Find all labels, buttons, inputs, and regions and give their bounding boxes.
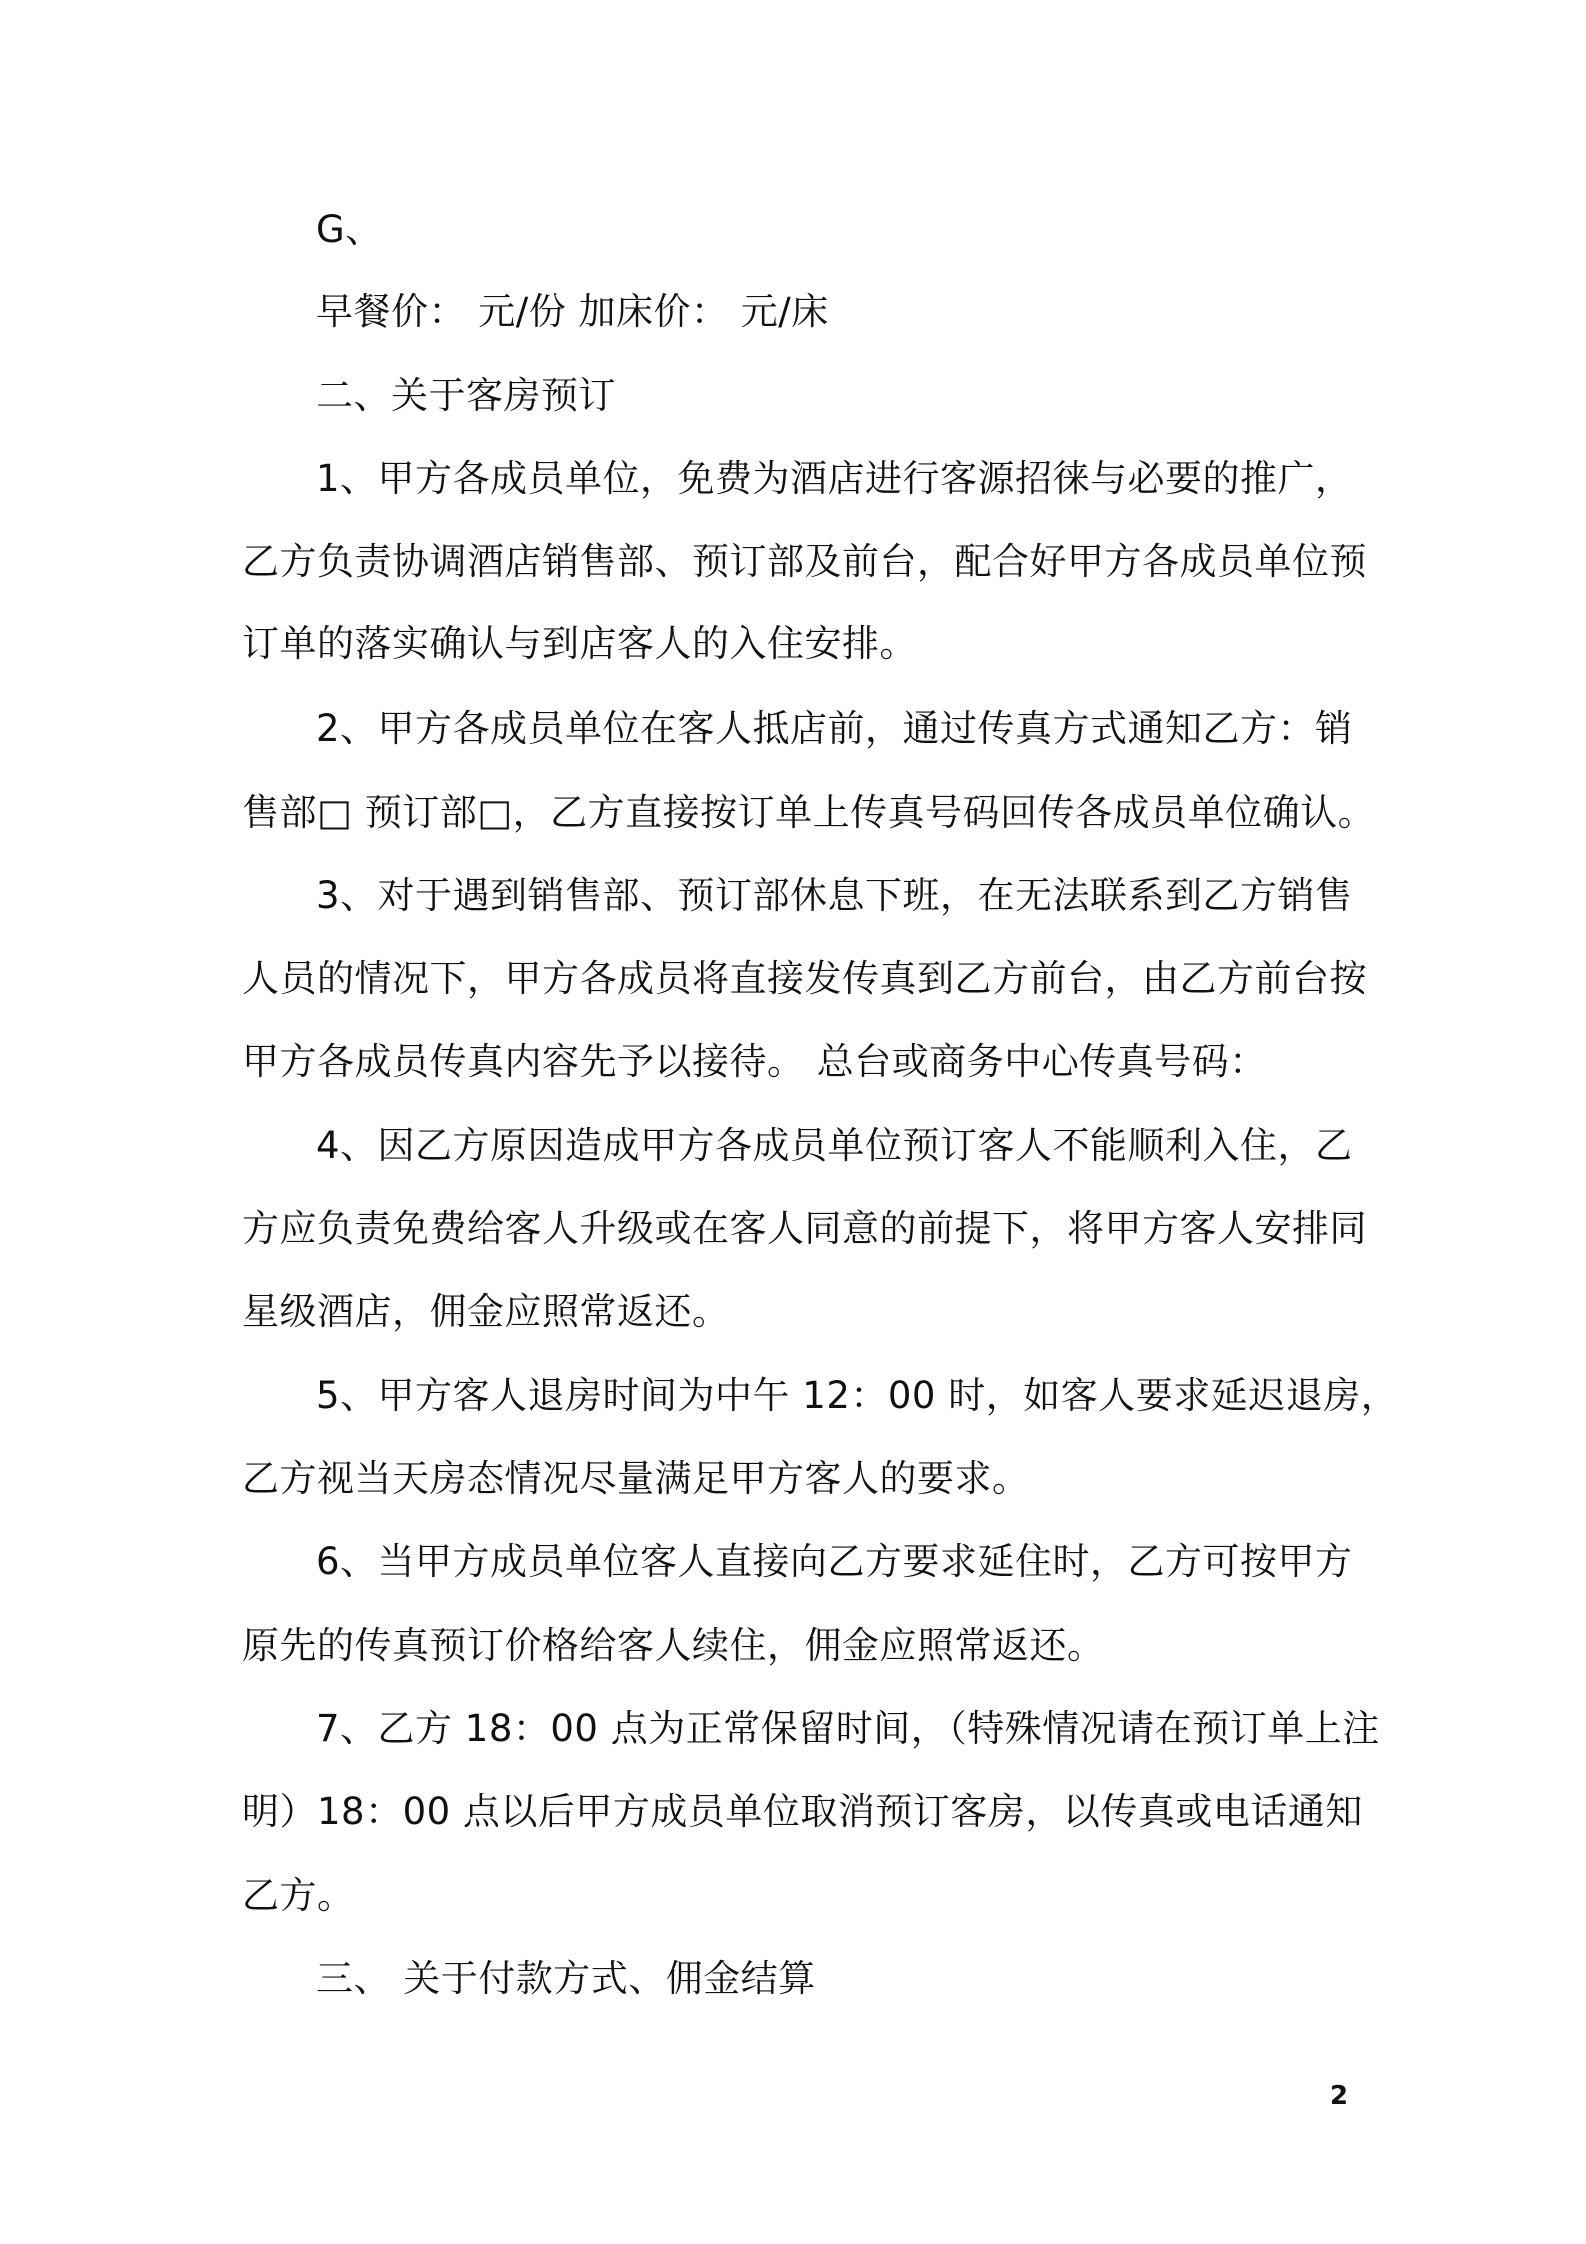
clause-2-line-2: 售部□ 预订部□，乙方直接按订单上传真号码回传各成员单位确认。 [242,791,1376,834]
clause-3-line-2: 人员的情况下，甲方各成员将直接发传真到乙方前台，由乙方前台按 [242,957,1367,1000]
clause-4-line-1: 4、因乙方原因造成甲方各成员单位预订客人不能顺利入住，乙 [316,1124,1353,1167]
clause-7-line-1: 7、乙方 18：00 点为正常保留时间，（特殊情况请在预订单上注 [316,1707,1380,1750]
clause-7-line-3: 乙方。 [242,1874,355,1917]
clause-6-line-2: 原先的传真预订价格给客人续住，佣金应照常返还。 [242,1624,1105,1667]
section-heading-payment: 三、 关于付款方式、佣金结算 [316,1957,816,2000]
clause-2-line-1: 2、甲方各成员单位在客人抵店前，通过传真方式通知乙方：销 [316,707,1353,750]
page-number: 2 [1330,2081,1349,2111]
section-heading-room-booking: 二、关于客房预订 [316,374,616,417]
clause-4-line-2: 方应负责免费给客人升级或在客人同意的前提下，将甲方客人安排同 [242,1207,1367,1250]
clause-4-line-3: 星级酒店，佣金应照常返还。 [242,1290,730,1333]
clause-6-line-1: 6、当甲方成员单位客人直接向乙方要求延住时，乙方可按甲方 [316,1540,1353,1583]
section-item-g: G、 [316,208,383,251]
clause-3-line-3: 甲方各成员传真内容先予以接待。 总台或商务中心传真号码： [242,1040,1267,1083]
breakfast-extra-bed-price: 早餐价： 元/份 加床价： 元/床 [316,290,829,333]
clause-5-line-1: 5、甲方客人退房时间为中午 12：00 时，如客人要求延迟退房， [316,1374,1399,1417]
clause-7-line-2: 明）18：00 点以后甲方成员单位取消预订客房，以传真或电话通知 [242,1790,1363,1833]
clause-3-line-1: 3、对于遇到销售部、预订部休息下班，在无法联系到乙方销售 [316,874,1353,917]
clause-5-line-2: 乙方视当天房态情况尽量满足甲方客人的要求。 [242,1457,1030,1500]
clause-1-line-3: 订单的落实确认与到店客人的入住安排。 [242,622,917,665]
clause-1-line-1: 1、甲方各成员单位，免费为酒店进行客源招徕与必要的推广， [316,457,1353,500]
clause-1-line-2: 乙方负责协调酒店销售部、预订部及前台，配合好甲方各成员单位预 [242,540,1367,583]
